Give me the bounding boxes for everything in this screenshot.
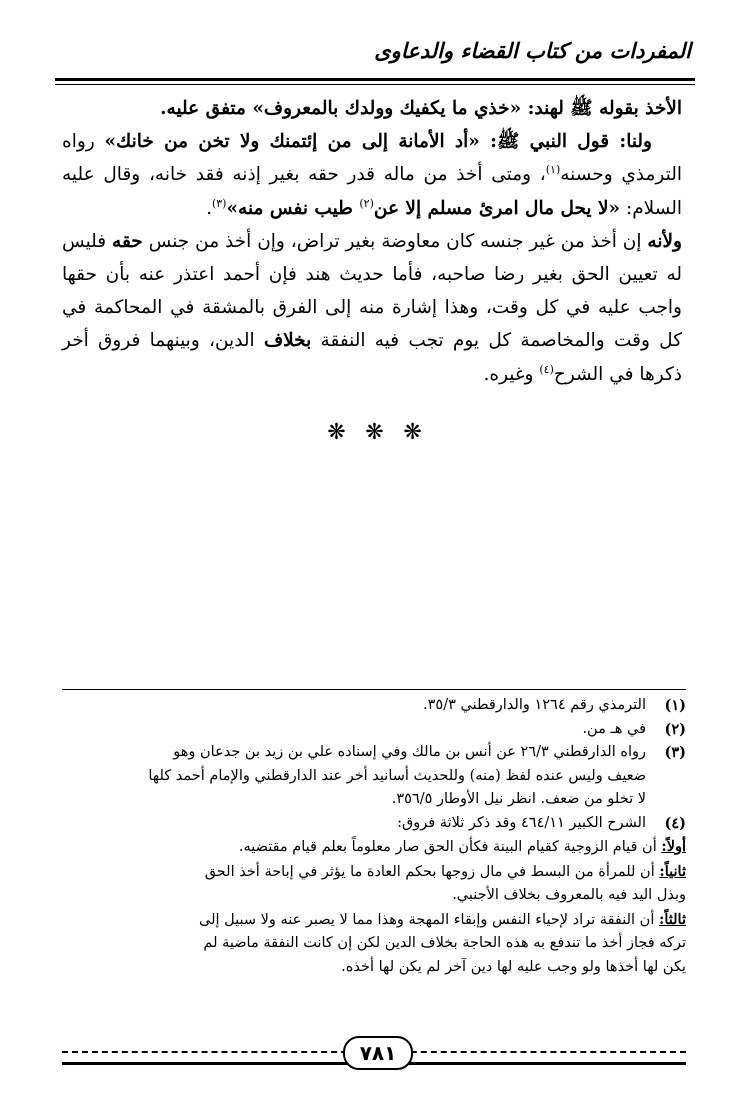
footnote-4 <box>62 812 686 836</box>
header-title: المفردات من كتاب القضاء والدعاوى <box>374 38 691 63</box>
khiyana-text: ، ومتى أخذ من ماله قدر حقه بغير إذنه فقد خانه، <box>148 164 546 186</box>
tirmidhi-text: رواه الترمذي وحسنه <box>62 131 682 186</box>
difference-line: يكن لها أخذها ولو وجب عليه لها دين آخر لم يكن لها أخذه. <box>341 958 686 975</box>
footnote-number: (٢) <box>664 720 686 738</box>
section-separator: ❋ ❋ ❋ <box>327 420 428 445</box>
paragraph-3-lead: ولأنه <box>647 230 682 252</box>
footnote-ref-3[interactable]: (٣) <box>211 196 227 210</box>
header-rule <box>55 78 695 81</box>
qala-text: وقال عليه السلام: <box>62 164 682 219</box>
hadith-la-yahill: «لا يحل مال امرئ مسلم إلا عن <box>373 197 621 219</box>
main-text <box>62 92 682 391</box>
footnote-number: (٤) <box>664 814 686 832</box>
footnotes <box>62 694 686 979</box>
footnote-line: في هـ من. <box>582 720 646 737</box>
paragraph-3-text-4: وغيره. <box>483 363 540 385</box>
difference-3 <box>62 908 686 980</box>
paragraph-3 <box>62 225 682 391</box>
difference-2 <box>62 860 686 908</box>
difference-line <box>62 835 686 860</box>
paragraph-3-text-2: فليس له تعيين الحق بغير رضا صاحبه، فأما حديث هند فإن أحمد اعتذر عنه بأن حقها واجب عليه في كل وقت، وهذا إشارة منه إلى الفرق بالمشقة في المحاكمة في كل وقت والمخاصمة كل يوم تجب فيه النفقة <box>62 230 682 352</box>
hadith-amana: ولنا: قول النبي ﷺ: «أد الأمانة إلى من إئتمنك ولا تخن من خانك» <box>104 131 652 153</box>
footnote-1 <box>62 694 686 718</box>
difference-line: وبذل اليد فيه بالمعروف بخلاف الأجنبي. <box>452 887 686 903</box>
difference-text: أن النفقة تراد لإحياء النفس وإبقاء المهجة وهذا مما لا يصبر عنه ولا سبيل إلى <box>198 911 655 928</box>
paragraph-1 <box>62 92 682 125</box>
footnote-2 <box>62 718 686 742</box>
footnote-3 <box>62 741 686 812</box>
difference-1 <box>62 835 686 860</box>
paragraph-3-text-1: إن أخذ من غير جنسه كان معاوضة بغير تراض، وإن أخذ من جنس <box>142 230 648 252</box>
footnote-line: الشرح الكبير ٤٦٤/١١ وقد ذكر ثلاثة فروق: <box>397 814 646 831</box>
paragraph-3-text-3: الدين، وبينهما فروق أخر ذكرها في الشرح <box>62 330 682 385</box>
footnote-line: لا تخلو من ضعف. انظر نيل الأوطار ٣٥٦/٥. <box>391 791 646 807</box>
difference-text: أن قيام الزوجية كقيام البينة فكأن الحق صار معلوماً بعلم قيام مقتضيه. <box>238 839 657 855</box>
footnote-ref-1[interactable]: (١) <box>545 163 561 177</box>
footnote-number: (٣) <box>664 744 686 761</box>
difference-line <box>62 908 686 933</box>
paragraph-3-bold-2: بخلاف <box>263 330 312 352</box>
difference-line: تركه فجاز أخذ ما تندفع به هذه الحاجة بخلاف الدين لكن إن كانت النفقة ماضية لم <box>203 935 686 951</box>
paragraph-1-text: الأخذ بقوله ﷺ لهند: «خذي ما يكفيك وولدك بالمعروف» متفق عليه. <box>160 98 682 119</box>
period: . <box>206 197 212 219</box>
footnote-number: (١) <box>664 697 686 714</box>
header-rule-thin <box>55 84 695 85</box>
footnote-rule <box>62 689 686 690</box>
footnote-line: رواه الدارقطني ٢٦/٣ عن أنس بن مالك وفي إسناده علي بن زيد بن جدعان وهو <box>173 744 646 760</box>
page-number: ٧٨١ <box>343 1036 413 1070</box>
footnote-ref-2[interactable]: (٢) <box>359 196 374 210</box>
footnote-line: ضعيف وليس عنده لفظ (منه) وللحديث أسانيد أخر عند الدارقطني والإمام أحمد كلها <box>148 767 646 784</box>
paragraph-3-bold-1: حقه <box>112 230 143 252</box>
hadith-la-yahill-end: طيب نفس منه» <box>226 197 360 219</box>
running-header <box>55 38 695 63</box>
difference-lead: ثانياً: <box>659 862 686 880</box>
difference-text: أن للمرأة من البسط في مال زوجها بحكم العادة ما يؤثر في إباحة أخذ الحق <box>204 863 655 880</box>
difference-line <box>62 860 686 885</box>
difference-lead: ثالثاً: <box>658 910 686 928</box>
footnote-line: الترمذي رقم ١٢٦٤ والدارقطني ٣٥/٣. <box>423 697 646 713</box>
difference-lead: أولاً: <box>661 838 686 855</box>
paragraph-2 <box>62 125 682 225</box>
footnote-ref-4[interactable]: (٤) <box>539 362 554 376</box>
